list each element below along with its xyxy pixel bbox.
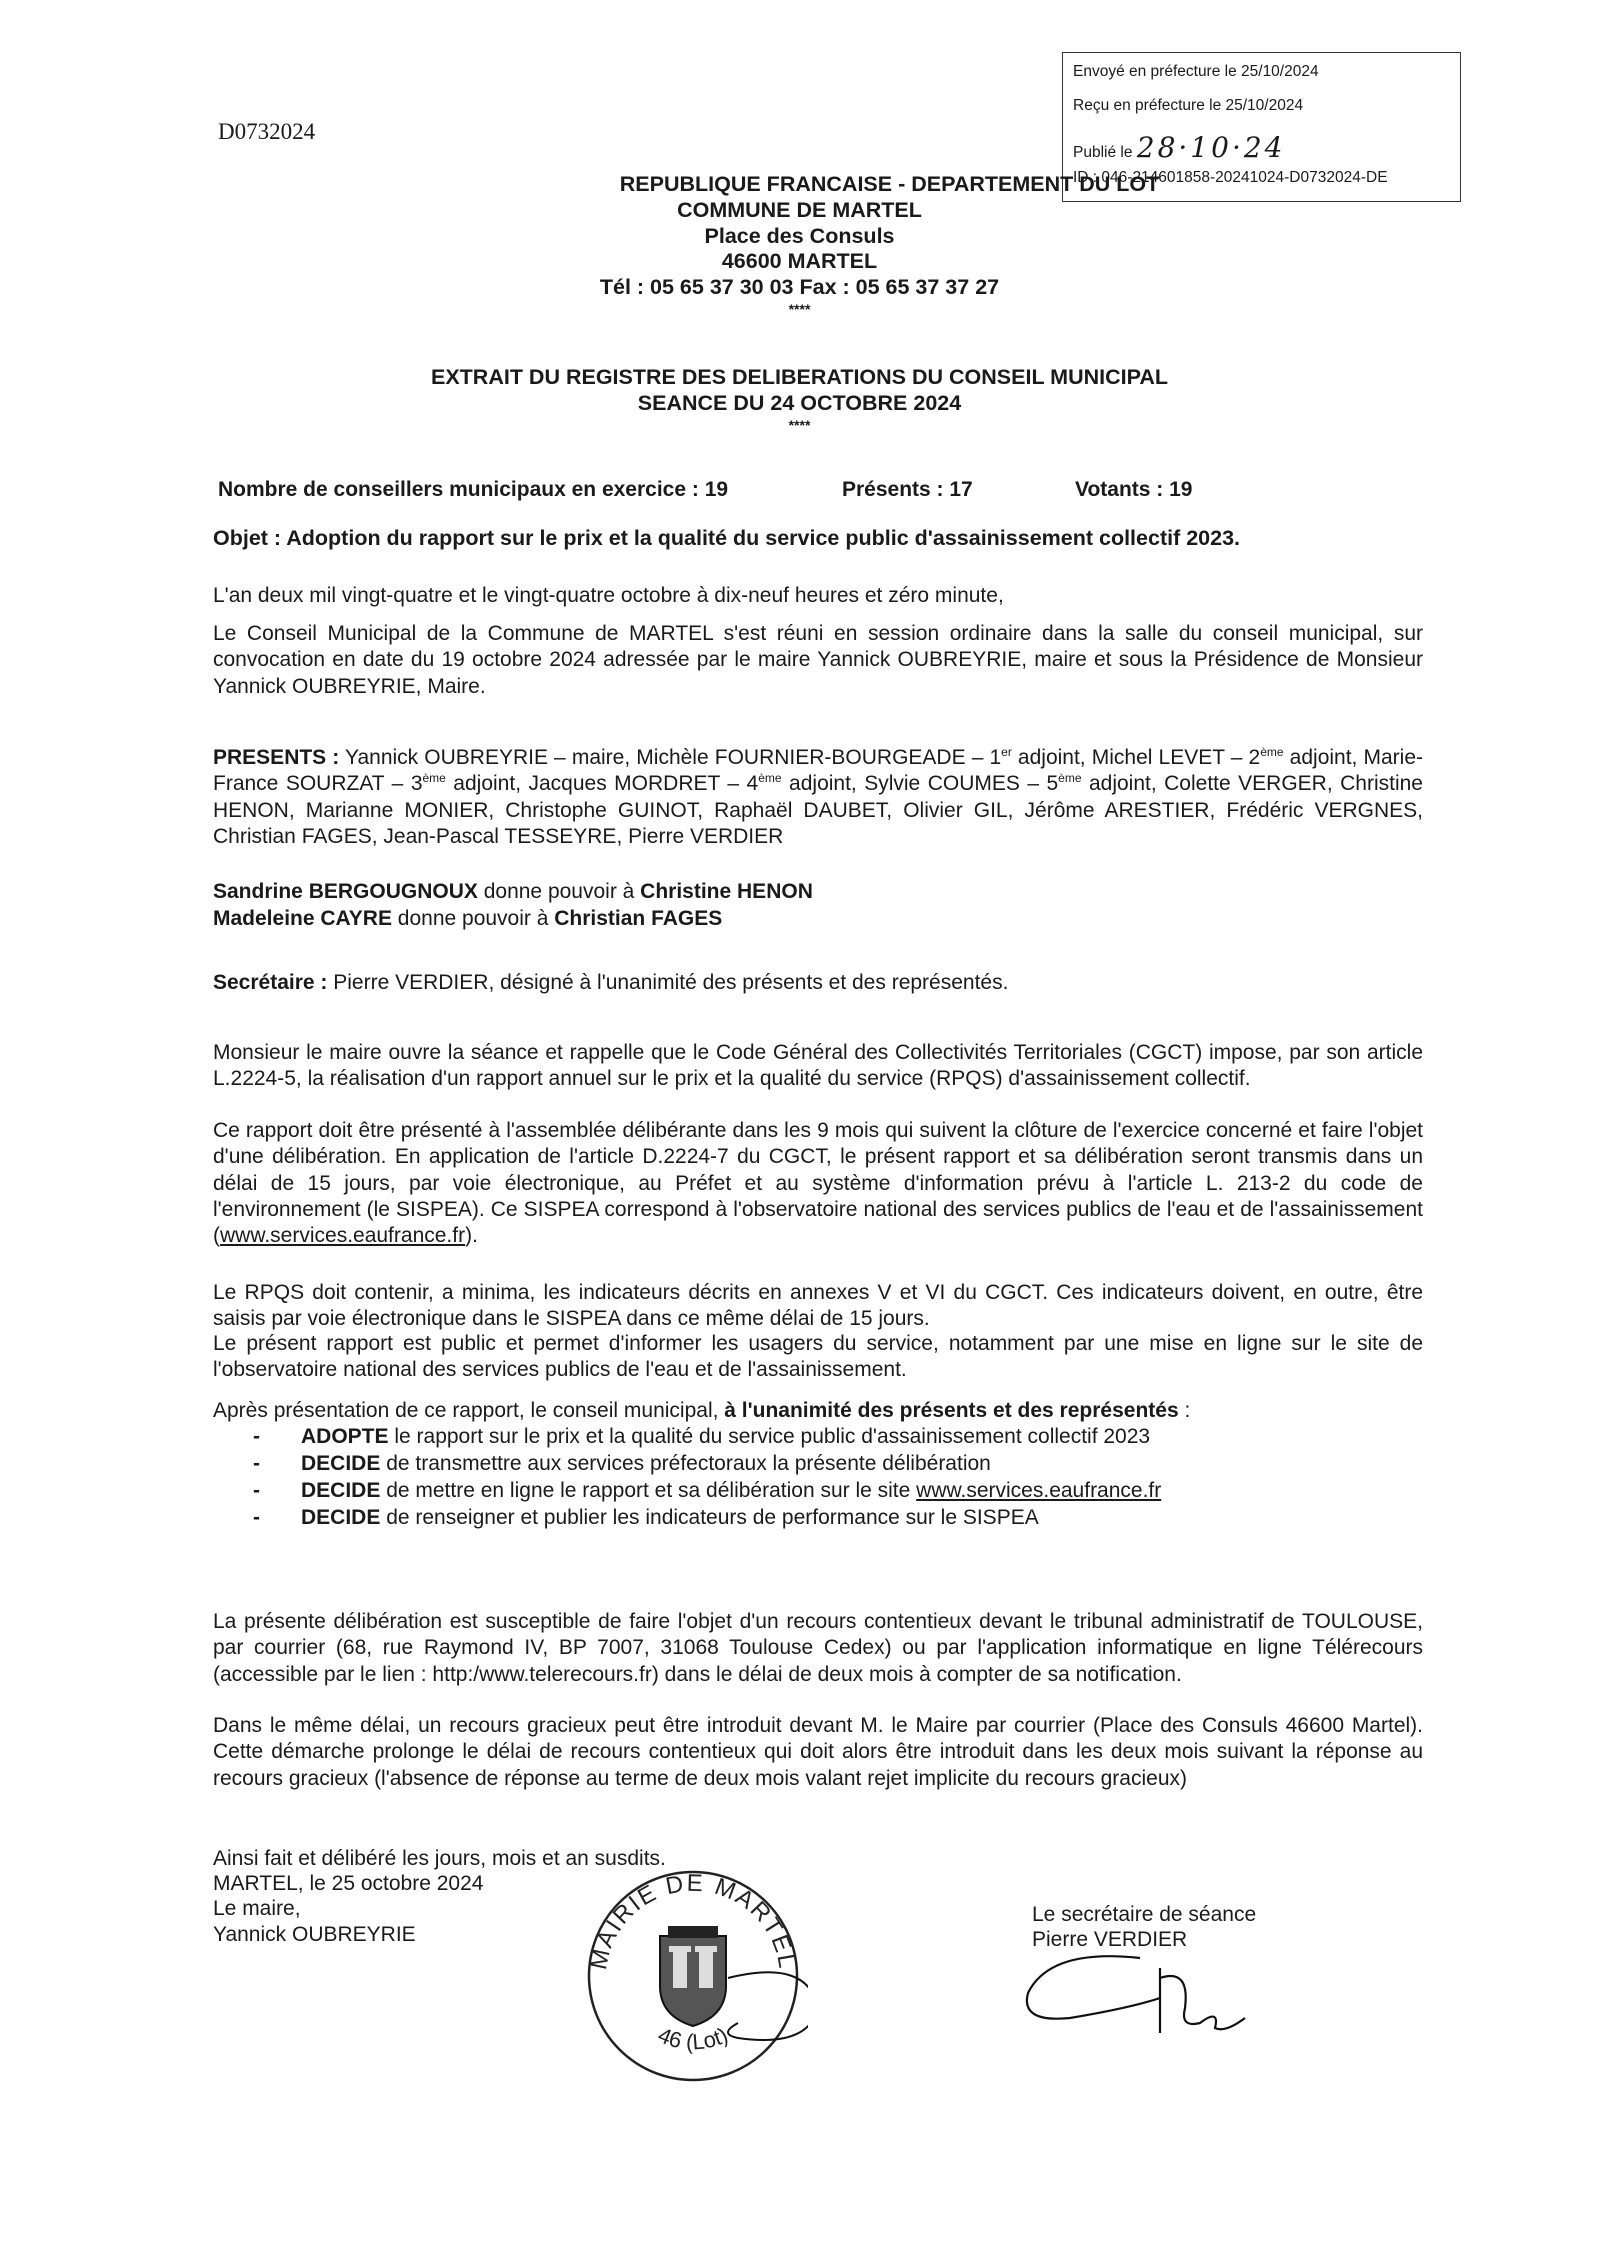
secretary-title: Le secrétaire de séance (1032, 1903, 1257, 1926)
document-id: ID : 046-214601858-20241024-D0732024-DE (1073, 169, 1388, 186)
subject-line: Objet : Adoption du rapport sur le prix et la qualité du service public d'assainissement collectif 2023. (213, 526, 1241, 550)
appeal-paragraph-1: La présente délibération est susceptible de faire l'objet d'un recours contentieux devant le tribunal administratif de TOULOUSE, par courrier (68, rue Raymond IV, BP 7007, 31068 Toulouse Cedex) ou par l'application informatique en ligne Télérecours (accessible par le lien : http:/www.telerecours.fr) dans le délai de deux mois à compter de sa notification. (213, 1610, 1423, 1686)
eaufrance-link[interactable]: www.services.eaufrance.fr (916, 1479, 1162, 1502)
sent-to-prefecture: Envoyé en préfecture le 25/10/2024 (1073, 63, 1319, 80)
decision-list (253, 1424, 1403, 1532)
extract-title: EXTRAIT DU REGISTRE DES DELIBERATIONS DU CONSEIL MUNICIPAL (430, 365, 1168, 389)
seal-bottom-text: 46 (Lot) (654, 2022, 732, 2055)
letterhead (0, 172, 1599, 318)
municipal-seal (578, 1858, 808, 2088)
body-paragraph-3: Le RPQS doit contenir, a minima, les indicateurs décrits en annexes V et VI du CGCT. Ces indicateurs doivent, en outre, être saisis par voie électronique dans le SISPEA dans ce même délai de 15 jours. (213, 1281, 1423, 1331)
appeal-paragraph-2: Dans le même délai, un recours gracieux peut être introduit devant M. le Maire par courrier (Place des Consuls 46600 Martel). Cette démarche prolonge le délai de recours contentieux qui doit alors être introduit dans les deux mois suivant la réponse au recours gracieux (l'absence de réponse au terme de deux mois valant rejet implicite du recours gracieux) (213, 1714, 1423, 1790)
proxy-2: Madeleine CAYRE donne pouvoir à Christian FAGES (213, 907, 723, 930)
convocation-paragraph: Le Conseil Municipal de la Commune de MARTEL s'est réuni en session ordinaire dans la salle du conseil municipal, sur convocation en date du 19 octobre 2024 adressée par le maire Yannick OUBREYRIE, maire et sous la Présidence de Monsieur Yannick OUBREYRIE, Maire. (213, 622, 1423, 698)
decision-item: - DECIDE de transmettre aux services préfectoraux la présente délibération (253, 1452, 991, 1475)
header-phone-fax: Tél : 05 65 37 30 03 Fax : 05 65 37 37 27 (599, 275, 1000, 300)
header-postcode: 46600 MARTEL (721, 249, 878, 274)
extract-stars: **** (788, 416, 811, 433)
body-paragraph-1: Monsieur le maire ouvre la séance et rappelle que le Code Général des Collectivités Territoriales (CGCT) impose, par son article L.2224-5, la réalisation d'un rapport annuel sur le prix et la qualité du service (RPQS) d'assainissement collectif. (213, 1041, 1423, 1091)
decision-item: - DECIDE de mettre en ligne le rapport et sa délibération sur le site www.services.eaufrance.fr (253, 1479, 1162, 1502)
eaufrance-link[interactable]: www.services.eaufrance.fr (220, 1224, 466, 1247)
attendees-label: PRESENTS : (213, 746, 340, 769)
body-paragraph-4: Le présent rapport est public et permet d'informer les usagers du service, notamment par une mise en ligne sur le site de l'observatoire national des services publics de l'eau et de l'assainissement. (213, 1332, 1423, 1382)
coat-of-arms-icon (660, 1926, 726, 2026)
published-label: Publié le 28·10·24 (1073, 131, 1286, 164)
header-line-1: REPUBLIQUE FRANCAISE - DEPARTEMENT DU LOT (619, 172, 1160, 196)
document-reference: D0732024 (218, 119, 316, 144)
present-count: Présents : 17 (842, 478, 973, 501)
voting-count: Votants : 19 (1075, 478, 1193, 501)
seal-top-text: MAIRIE DE MARTEL (585, 1869, 801, 1972)
received-at-prefecture: Reçu en préfecture le 25/10/2024 (1073, 97, 1304, 114)
attendees-paragraph: PRESENTS : Yannick OUBREYRIE – maire, Michèle FOURNIER-BOURGEADE – 1er adjoint, Michel LEVET – 2ème adjoint, Marie-France SOURZAT – 3ème adjoint, Jacques MORDRET – 4ème adjoint, Sylvie COUMES – 5ème adjoint, Colette VERGER, Christine HENON, Marianne MONIER, Christophe GUINOT, Raphaël DAUBET, Olivier GIL, Jérôme ARESTIER, Frédéric VERGNES, Christian FAGES, Jean-Pascal TESSEYRE, Pierre VERDIER (213, 745, 1423, 848)
secretary-signature-icon (1010, 1938, 1270, 2048)
councillors-in-office: Nombre de conseillers municipaux en exercice : 19 (218, 478, 729, 501)
decision-item: - ADOPTE le rapport sur le prix et la qualité du service public d'assainissement collectif 2023 (253, 1425, 1151, 1448)
handwritten-publication-date: 28·10·24 (1136, 131, 1286, 164)
svg-text:46 (Lot) (654, 2022, 731, 2054)
secretary-name: Pierre VERDIER (1032, 1928, 1188, 1952)
opening-paragraph: L'an deux mil vingt-quatre et le vingt-quatre octobre à dix-neuf heures et zéro minute, (213, 584, 1004, 607)
body-paragraph-2: Ce rapport doit être présenté à l'assemblée délibérante dans les 9 mois qui suivent la clôture de l'exercice concerné et faire l'objet d'une délibération. En application de l'article D.2224-7 du CGCT, le présent rapport et sa délibération seront transmis dans un délai de 15 jours, par voie électronique, au Préfet et au système d'information prévu à l'article L. 213-2 du code de l'environnement (le SISPEA). Ce SISPEA correspond à l'observatoire national des services publics de l'eau et de l'assainissement (www.services.eaufrance.fr). (213, 1119, 1423, 1247)
decision-item: - DECIDE de renseigner et publier les indicateurs de performance sur le SISPEA (253, 1506, 1039, 1529)
extract-title-block (0, 365, 1599, 433)
mayor-title: Le maire, (213, 1897, 301, 1921)
closing-formula: Ainsi fait et délibéré les jours, mois et an susdits. (213, 1847, 666, 1870)
header-commune: COMMUNE DE MARTEL (677, 197, 922, 222)
closing-place-date: MARTEL, le 25 octobre 2024 (213, 1872, 484, 1896)
mayor-name: Yannick OUBREYRIE (213, 1922, 416, 1946)
secretary-paragraph: Secrétaire : Pierre VERDIER, désigné à l'unanimité des présents et des représentés. (213, 971, 1009, 994)
council-counts (0, 477, 1599, 505)
decision-intro: Après présentation de ce rapport, le conseil municipal, à l'unanimité des présents et des représentés : (213, 1399, 1191, 1422)
header-stars: **** (788, 300, 811, 317)
session-date: SEANCE DU 24 OCTOBRE 2024 (637, 390, 962, 415)
proxy-1: Sandrine BERGOUGNOUX donne pouvoir à Christine HENON (213, 880, 813, 903)
header-address: Place des Consuls (704, 223, 895, 248)
